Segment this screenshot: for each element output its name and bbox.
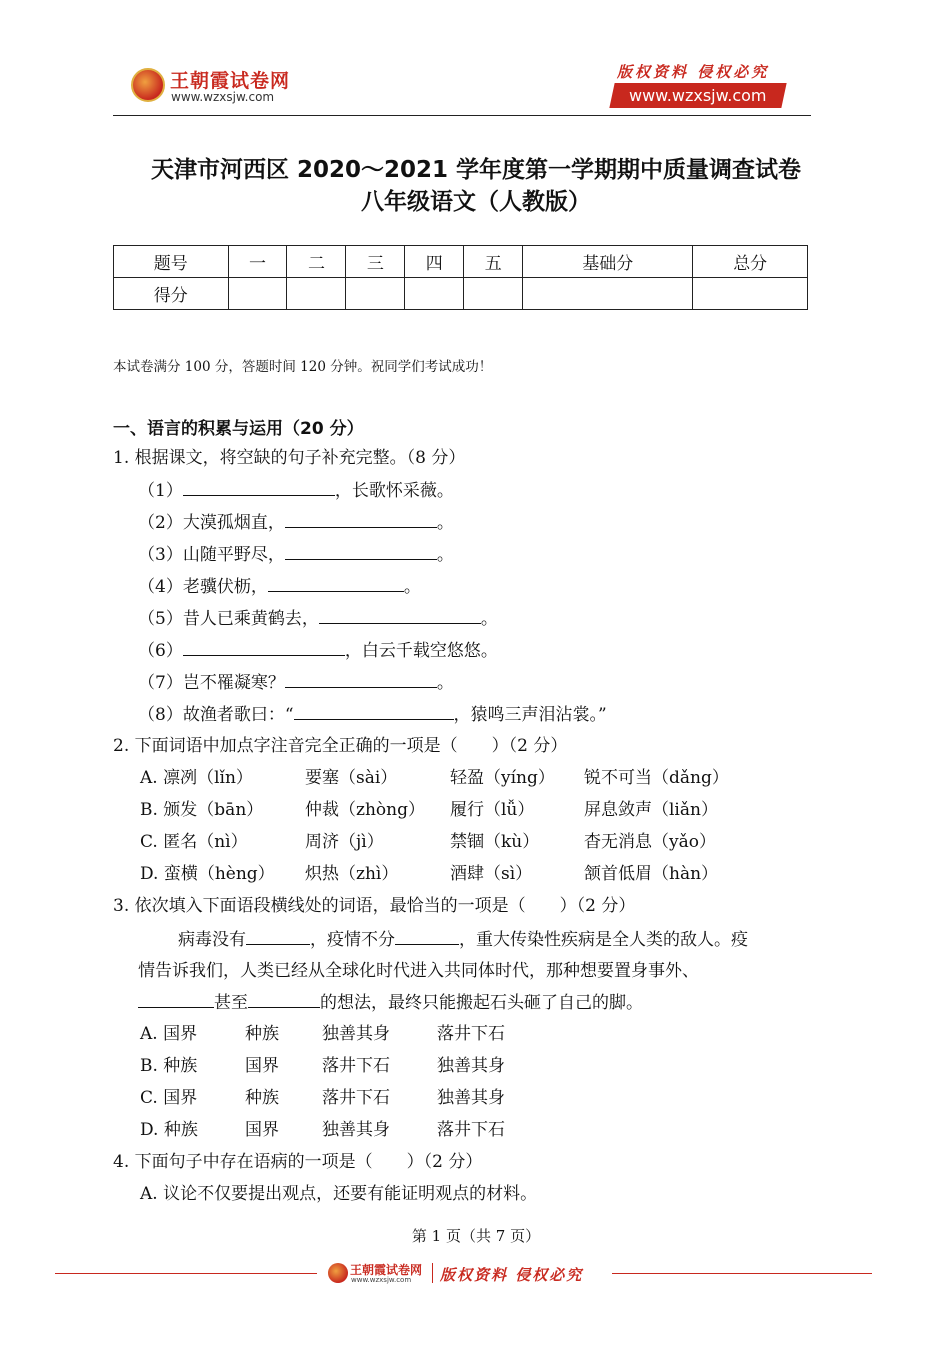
choice-option: A. 议论不仅要提出观点，还要有能证明观点的材料。 bbox=[140, 1184, 538, 1204]
page-number: 第 1 页（共 7 页） bbox=[411, 1227, 541, 1245]
choice-option: 周济（jì） bbox=[305, 832, 384, 852]
footer-logo-emblem bbox=[328, 1263, 348, 1283]
item-suffix: ，长歌怀采薇。 bbox=[334, 481, 454, 501]
choice-option: C. 国界 bbox=[140, 1088, 198, 1108]
passage-line bbox=[138, 991, 643, 1014]
choice-option: 种族 bbox=[245, 1024, 279, 1044]
exam-instructions: 本试卷满分 100 分，答题时间 120 分钟。祝同学们考试成功！ bbox=[113, 359, 493, 375]
fill-item bbox=[138, 543, 454, 566]
choice-option: 国界 bbox=[245, 1056, 279, 1076]
question-stem: 2. 下面词语中加点字注音完全正确的一项是（ ）（2 分） bbox=[113, 736, 568, 756]
fill-item bbox=[138, 511, 454, 534]
footer-logo-url: www.wzxsjw.com bbox=[351, 1276, 412, 1284]
choice-option: 炽热（zhì） bbox=[305, 864, 399, 884]
passage-line bbox=[178, 928, 748, 951]
url-banner bbox=[609, 83, 786, 108]
choice-option: 酒肆（sì） bbox=[450, 864, 533, 884]
choice-option: 独善其身 bbox=[322, 1024, 390, 1044]
site-logo-name: 王朝霞试卷网 bbox=[170, 70, 291, 92]
score-header-cell: 三 bbox=[346, 246, 405, 278]
answer-blank[interactable] bbox=[395, 928, 459, 945]
score-table-header-row bbox=[114, 246, 808, 278]
answer-blank[interactable] bbox=[285, 543, 437, 560]
choice-option: 种族 bbox=[245, 1088, 279, 1108]
score-cell bbox=[523, 278, 693, 310]
choice-option: 落井下石 bbox=[437, 1120, 505, 1140]
choice-option: 禁锢（kù） bbox=[450, 832, 540, 852]
score-header-cell: 题号 bbox=[114, 246, 229, 278]
footer-divider bbox=[432, 1263, 433, 1283]
answer-blank[interactable] bbox=[248, 991, 320, 1008]
item-number: （7） bbox=[138, 673, 183, 693]
item-suffix: 。 bbox=[403, 577, 421, 597]
score-cell bbox=[693, 278, 808, 310]
question-stem: 1. 根据课文，将空缺的句子补充完整。（8 分） bbox=[113, 448, 466, 468]
score-row-label: 得分 bbox=[114, 278, 229, 310]
passage-text: ，重大传染性疾病是全人类的敌人。疫 bbox=[459, 930, 748, 950]
fill-item bbox=[138, 479, 454, 502]
item-suffix: ，白云千载空悠悠。 bbox=[344, 641, 498, 661]
score-header-cell: 二 bbox=[287, 246, 346, 278]
footer-rule-right bbox=[612, 1273, 872, 1274]
choice-option: 落井下石 bbox=[322, 1088, 390, 1108]
score-header-cell: 五 bbox=[464, 246, 523, 278]
passage-line: 情告诉我们，人类已经从全球化时代进入共同体时代，那种想要置身事外、 bbox=[138, 961, 699, 981]
exam-title-line1: 天津市河西区 2020～2021 学年度第一学期期中质量调查试卷 bbox=[150, 157, 802, 183]
answer-blank[interactable] bbox=[246, 928, 310, 945]
choice-option: A. 凛冽（lǐn） bbox=[140, 768, 253, 788]
passage-text: 甚至 bbox=[214, 993, 248, 1013]
fill-item bbox=[138, 703, 607, 726]
choice-option: 独善其身 bbox=[437, 1088, 505, 1108]
choice-row bbox=[140, 1119, 640, 1141]
item-suffix: 。 bbox=[436, 545, 454, 565]
choice-row bbox=[140, 799, 820, 821]
exam-title-line2: 八年级语文（人教版） bbox=[361, 189, 591, 215]
choice-row bbox=[140, 831, 820, 853]
score-table bbox=[113, 245, 808, 310]
choice-option: 颔首低眉（hàn） bbox=[584, 864, 719, 884]
score-cell bbox=[228, 278, 287, 310]
choice-option: 杳无消息（yǎo） bbox=[584, 832, 716, 852]
item-prefix: 老骥伏枥， bbox=[182, 577, 268, 597]
item-number: （2） bbox=[138, 513, 183, 533]
footer-copyright: 版权资料 侵权必究 bbox=[440, 1266, 584, 1284]
item-number: （1） bbox=[138, 481, 183, 501]
answer-blank[interactable] bbox=[319, 607, 481, 624]
item-number: （4） bbox=[138, 577, 183, 597]
choice-option: 落井下石 bbox=[322, 1056, 390, 1076]
item-number: （6） bbox=[138, 641, 183, 661]
item-prefix: 岂不罹凝寒？ bbox=[182, 673, 285, 693]
header-rule bbox=[113, 115, 811, 116]
choice-option: 仲裁（zhòng） bbox=[305, 800, 425, 820]
answer-blank[interactable] bbox=[285, 671, 437, 688]
section-heading: 一、语言的积累与运用（20 分） bbox=[113, 419, 364, 439]
item-prefix: 故渔者歌曰：“ bbox=[182, 705, 294, 725]
item-number: （3） bbox=[138, 545, 183, 565]
choice-row bbox=[140, 1023, 640, 1045]
choice-option: 屏息敛声（liǎn） bbox=[584, 800, 718, 820]
fill-item bbox=[138, 607, 498, 630]
answer-blank[interactable] bbox=[268, 575, 404, 592]
item-prefix: 昔人已乘黄鹤去， bbox=[182, 609, 319, 629]
site-logo-url: www.wzxsjw.com bbox=[171, 90, 275, 104]
answer-blank[interactable] bbox=[285, 511, 437, 528]
choice-option: A. 国界 bbox=[140, 1024, 198, 1044]
answer-blank[interactable] bbox=[183, 479, 335, 496]
choice-option: 国界 bbox=[245, 1120, 279, 1140]
footer-rule-left bbox=[55, 1273, 317, 1274]
score-cell bbox=[287, 278, 346, 310]
url-banner-text: www.wzxsjw.com bbox=[629, 86, 767, 105]
choice-row bbox=[140, 1087, 640, 1109]
site-logo-emblem bbox=[131, 68, 165, 102]
passage-text: 的想法，最终只能搬起石头砸了自己的脚。 bbox=[320, 993, 643, 1013]
score-header-cell: 基础分 bbox=[523, 246, 693, 278]
question-stem: 3. 依次填入下面语段横线处的词语，最恰当的一项是（ ）（2 分） bbox=[113, 896, 636, 916]
passage-text: ，疫情不分 bbox=[310, 930, 395, 950]
choice-row bbox=[140, 863, 820, 885]
choice-row bbox=[140, 767, 820, 789]
item-suffix: 。 bbox=[436, 673, 454, 693]
copyright-notice: 版权资料 侵权必究 bbox=[617, 63, 770, 81]
score-cell bbox=[405, 278, 464, 310]
footer-logo-name: 王朝霞试卷网 bbox=[350, 1263, 423, 1277]
choice-option: D. 蛮横（hèng） bbox=[140, 864, 275, 884]
score-cell bbox=[464, 278, 523, 310]
score-header-cell: 总分 bbox=[693, 246, 808, 278]
answer-blank[interactable] bbox=[138, 991, 214, 1008]
score-cell bbox=[346, 278, 405, 310]
choice-option: 履行（lǚ） bbox=[450, 800, 535, 820]
item-prefix: 山随平野尽， bbox=[182, 545, 285, 565]
fill-item bbox=[138, 575, 421, 598]
choice-row bbox=[140, 1055, 640, 1077]
item-number: （5） bbox=[138, 609, 183, 629]
header bbox=[0, 0, 952, 120]
score-header-cell: 一 bbox=[228, 246, 287, 278]
choice-option: 锐不可当（dǎng） bbox=[584, 768, 729, 788]
answer-blank[interactable] bbox=[183, 639, 345, 656]
passage-text: 病毒没有 bbox=[178, 930, 246, 950]
fill-item bbox=[138, 671, 454, 694]
choice-option: 独善其身 bbox=[437, 1056, 505, 1076]
item-number: （8） bbox=[138, 705, 183, 725]
choice-option: 落井下石 bbox=[437, 1024, 505, 1044]
item-suffix: 。 bbox=[436, 513, 454, 533]
fill-item bbox=[138, 639, 498, 662]
choice-option: B. 种族 bbox=[140, 1056, 198, 1076]
item-suffix: ，猿鸣三声泪沾裳。” bbox=[453, 705, 607, 725]
item-prefix: 大漠孤烟直， bbox=[182, 513, 285, 533]
choice-option: 要塞（sài） bbox=[305, 768, 398, 788]
item-suffix: 。 bbox=[480, 609, 498, 629]
question-stem: 4. 下面句子中存在语病的一项是（ ）（2 分） bbox=[113, 1152, 483, 1172]
choice-option: D. 种族 bbox=[140, 1120, 198, 1140]
score-table-score-row bbox=[114, 278, 808, 310]
choice-option: C. 匿名（nì） bbox=[140, 832, 248, 852]
choice-option: 独善其身 bbox=[322, 1120, 390, 1140]
score-header-cell: 四 bbox=[405, 246, 464, 278]
choice-option: 轻盈（yíng） bbox=[450, 768, 555, 788]
answer-blank[interactable] bbox=[294, 703, 454, 720]
choice-option: B. 颁发（bān） bbox=[140, 800, 264, 820]
